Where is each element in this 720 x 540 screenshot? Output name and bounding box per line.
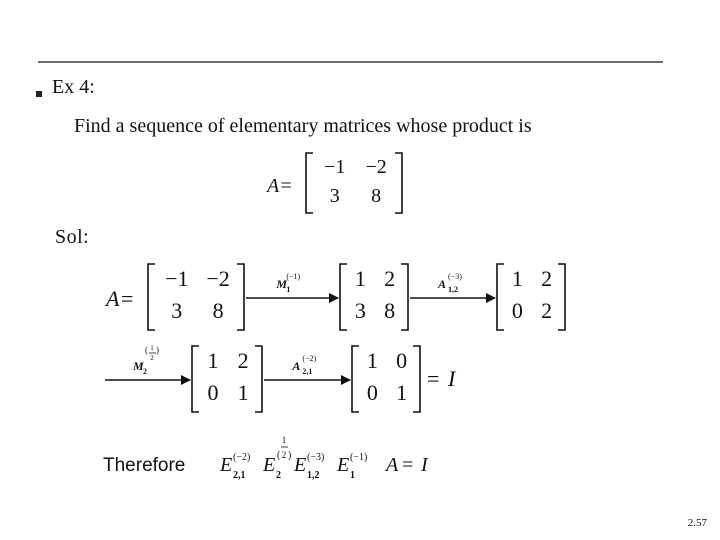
step4-op: A xyxy=(292,359,301,373)
row1-m2-right-bracket xyxy=(558,264,565,330)
row1-m0-left-bracket xyxy=(148,264,155,330)
factor-2-sup: ( xyxy=(277,450,281,461)
factor-3-sup: (−3) xyxy=(307,452,325,463)
row2-m3-cell: 2 xyxy=(237,347,249,373)
row2-m3-cell: 1 xyxy=(237,380,249,406)
equals-sign: = xyxy=(427,366,440,391)
therefore-result: I xyxy=(421,454,428,476)
row1-m0-cell: −2 xyxy=(206,265,230,291)
factor-3: E xyxy=(294,454,307,476)
factor-1: E xyxy=(220,454,233,476)
row1-lhs: A= xyxy=(106,286,135,311)
row1-m1-cell: 1 xyxy=(354,265,366,291)
row2-m3-right-bracket xyxy=(255,346,262,412)
factor-4: E xyxy=(337,454,350,476)
factor-2-sup: 1 xyxy=(281,435,287,445)
row1-m1-cell: 8 xyxy=(384,298,396,324)
step3-op: M xyxy=(133,359,144,373)
page-number: 2.57 xyxy=(687,517,707,529)
row1-m1-cell: 2 xyxy=(384,265,396,291)
step2-op-sup: (−3) xyxy=(448,272,462,281)
step3-op-sup: 1 xyxy=(150,344,154,352)
factor-4-sup: (−1) xyxy=(350,452,368,463)
row2-m4-left-bracket xyxy=(352,346,359,412)
step2-op: A xyxy=(438,277,447,291)
row1-m0-cell: −1 xyxy=(165,265,189,291)
step1-op-sub: 1 xyxy=(286,285,291,294)
factor-4-sub: 1 xyxy=(350,470,355,481)
row1-m0-right-bracket xyxy=(237,264,244,330)
step3-op-sup: 2 xyxy=(150,354,154,362)
factor-1-sup: (−2) xyxy=(233,452,251,463)
row1-m2-cell: 0 xyxy=(511,298,523,324)
row2-m3-left-bracket xyxy=(192,346,199,412)
factor-2: E xyxy=(263,454,276,476)
row1-m2-cell: 2 xyxy=(541,265,553,291)
matrix-A-cell: 8 xyxy=(371,185,382,208)
row1-m1-right-bracket xyxy=(401,264,408,330)
step2-op-sub: 1,2 xyxy=(448,285,459,294)
row1-m2-left-bracket xyxy=(497,264,504,330)
therefore-A: A xyxy=(386,454,399,476)
row2-m4-right-bracket xyxy=(413,346,420,412)
row2-m4-cell: 1 xyxy=(366,347,378,373)
row1-m0-cell: 8 xyxy=(212,298,224,324)
factor-2-sup: ) xyxy=(288,450,292,461)
matrix-A-cell: −2 xyxy=(365,155,387,178)
row2-m3-cell: 0 xyxy=(207,380,219,406)
matrix-A-cell: −1 xyxy=(324,155,346,178)
matrix-A-right-bracket xyxy=(395,153,402,213)
row2-m4-cell: 0 xyxy=(396,347,408,373)
step3-op-sup: ) xyxy=(156,345,160,355)
step1-op-sup: (−1) xyxy=(286,272,301,281)
step4-op-sub: 2,1 xyxy=(302,367,313,376)
matrix-A-cell: 3 xyxy=(329,185,340,208)
matrix-A-label: A= xyxy=(267,175,293,197)
step4-op-sup: (−2) xyxy=(302,354,317,363)
solution-label: Sol: xyxy=(55,226,90,248)
example-heading: Ex 4: xyxy=(52,76,95,98)
row2-m4-cell: 0 xyxy=(366,380,378,406)
row2-m4-cell: 1 xyxy=(396,380,408,406)
therefore-label: Therefore xyxy=(103,455,186,476)
therefore-equals: = xyxy=(402,454,414,476)
factor-3-sub: 1,2 xyxy=(307,470,320,481)
row1-m1-cell: 3 xyxy=(354,298,366,324)
row1-m1-left-bracket xyxy=(340,264,347,330)
problem-prompt: Find a sequence of elementary matrices whose product is xyxy=(74,115,532,137)
factor-2-sup: 2 xyxy=(281,450,287,460)
step1-op: M xyxy=(276,277,288,291)
row1-m0-cell: 3 xyxy=(171,298,183,324)
factor-1-sub: 2,1 xyxy=(233,470,246,481)
row1-m2-cell: 1 xyxy=(511,265,523,291)
row2-m3-cell: 1 xyxy=(207,347,219,373)
step3-op-sub: 2 xyxy=(143,367,148,376)
matrix-A-left-bracket xyxy=(306,153,313,213)
factor-2-sub: 2 xyxy=(276,470,281,481)
step3-op-sup: ( xyxy=(145,345,149,355)
row1-m2-cell: 2 xyxy=(541,298,553,324)
identity-symbol: I xyxy=(448,366,456,391)
